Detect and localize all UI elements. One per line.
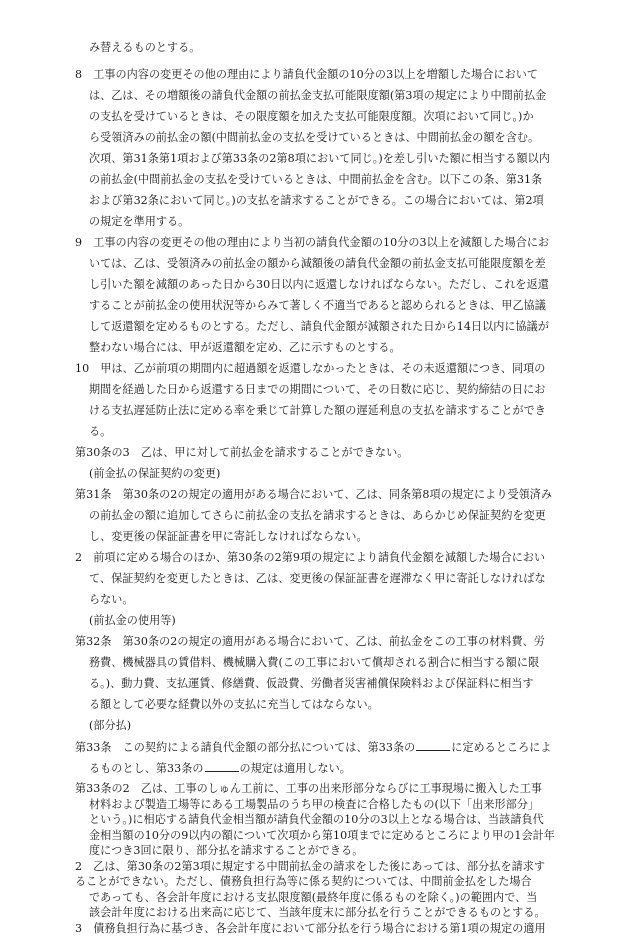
text-line: み替えるものとする。 xyxy=(89,41,201,54)
text-line: らない。 xyxy=(89,593,134,606)
text-segment: 第33条 この契約による請負代金額の部分払については、第33条の xyxy=(75,741,416,754)
text-line: の前払金(中間前払金の支払を受けているときは、中間前払金を含む。以下この条、第31条 xyxy=(89,173,543,186)
section-heading: (部分払) xyxy=(89,719,132,732)
text-line: することが前払金の使用状況等からみて著しく不適当であると認められるときは、甲乙協議 xyxy=(89,299,546,312)
text-line: という。)に相応する請負代金相当額が請負代金額の10分の3以上となる場合は、当該請負代 xyxy=(89,813,544,826)
text-line: 9 工事の内容の変更その他の理由により当初の請負代金額の10分の3以上を減額した場合にお xyxy=(75,236,550,249)
text-line xyxy=(89,761,351,776)
text-line: 次項、第31条第1項および第33条の2第8項において同じ。)を差し引いた額に相当する額以内 xyxy=(89,152,550,165)
text-line: の規定を準用する。 xyxy=(89,215,190,228)
text-line: 務費、機械器具の賃借料、機械購入費(この工事において償却される割合に相当する額に限 xyxy=(89,656,540,669)
text-line: ら受領済みの前払金の額(中間前払金の支払を受けているときは、中間前払金の額を含む。 xyxy=(89,131,540,144)
text-line: 金相当額の10分の9以内の額について次項から第10項までに定めるところにより甲の1会計年 xyxy=(89,828,555,842)
text-line: 3 債務負担行為に基づき、各会計年度において部分払を行う場合における第1項の規定の適用 xyxy=(75,921,546,935)
text-line: ける支払遅延防止法に定める率を乗じて計算した額の遅延利息の支払を請求することができ xyxy=(89,404,546,417)
text-line: 期間を経過した日から返還する日までの期間について、その日数に応じ、契約締結の日にお xyxy=(89,383,546,396)
text-line: る。)、動力費、支払運賃、修繕費、仮設費、労働者災害補償保険料および保証料に相当す xyxy=(89,677,534,690)
section-heading: (前払金の使用等) xyxy=(89,614,176,627)
blank-field xyxy=(205,761,239,772)
text-line: および第32条において同じ。)の支払を請求することができる。この場合においては、第2項 xyxy=(89,194,544,207)
section-heading: (前金払の保証契約の変更) xyxy=(89,467,221,480)
text-line: 2 乙は、第30条の2第3項に規定する中間前払金の請求をした後にあっては、部分払を請求す xyxy=(75,859,546,873)
text-line xyxy=(75,740,552,755)
text-line: 8 工事の内容の変更その他の理由により請負代金額の10分の3以上を増額した場合において xyxy=(75,68,539,81)
text-line: し引いた額を減額のあった日から30日以内に返還しなければならない。ただし、これを返還 xyxy=(89,278,549,291)
text-line: 2 前項に定める場合のほか、第30条の2第9項の規定により請負代金額を減額した場合におい xyxy=(75,551,546,564)
text-line: は、乙は、その増額後の請負代金額の前払金支払可能限度額(第3項の規定により中間前払金 xyxy=(89,89,547,102)
text-line: 第33条の2 乙は、工事のしゅん工前に、工事の出来形部分ならびに工事現場に搬入した工事 xyxy=(75,782,543,795)
text-line: る額として必要な経費以外の支払に充当してはならない。 xyxy=(89,698,379,711)
text-line: して返還額を定めるものとする。ただし、請負代金額が減額された日から14日以内に協議が xyxy=(89,320,549,333)
text-line: 第31条 第30条の2の規定の適用がある場合において、乙は、同条第8項の規定により受領済み xyxy=(75,488,553,501)
blank-field xyxy=(416,740,450,751)
text-line: る。 xyxy=(89,425,112,438)
text-line: 第30条の3 乙は、甲に対して前払金を請求することができない。 xyxy=(75,446,409,459)
text-line: 整わない場合には、甲が返還額を定め、乙に示すものとする。 xyxy=(89,341,401,354)
text-segment: に定めるところによ xyxy=(451,741,552,754)
text-line: て、保証契約を変更したときは、乙は、変更後の保証証書を遅滞なく甲に寄託しなければな xyxy=(89,572,546,585)
text-line: の前払金の額に追加してさらに前払金の支払を請求するときは、あらかじめ保証契約を変更 xyxy=(89,509,546,522)
text-line: 第32条 第30条の2の規定の適用がある場合において、乙は、前払金をこの工事の材料費、労 xyxy=(75,635,545,648)
text-line: し、変更後の保証証書を甲に寄託しなければならない。 xyxy=(89,530,368,543)
text-line: 該会計年度における出来高に応じて、当該年度末に部分払を行うことができるものとする。 xyxy=(89,906,546,919)
text-line: の支払を受けているときは、その限度額を加えた支払可能限度額。次項において同じ。)か xyxy=(89,110,534,123)
text-line: いては、乙は、受領済みの前払金の額から減額後の請負代金額の前払金支払可能限度額を差 xyxy=(89,257,546,270)
text-line: であっても、各会計年度における支払限度額(最終年度に係るものを除く。)の範囲内で、当 xyxy=(89,890,538,904)
text-line: ることができない。ただし、債務負担行為等に係る契約については、中間前金払をした場合 xyxy=(75,875,532,888)
text-line: 材料および製造工場等にある工場製品のうち甲の検査に合格したもの(以下「出来形部分」 xyxy=(89,797,540,811)
text-line: 度につき3回に限り、部分払を請求することができる。 xyxy=(89,844,364,857)
text-line: 10 甲は、乙が前項の期間内に超過額を返還しなかったときは、その未返還額につき、同項の xyxy=(75,362,546,375)
text-segment: の規定は適用しない。 xyxy=(239,762,351,775)
text-segment: るものとし、第33条の xyxy=(89,762,204,775)
